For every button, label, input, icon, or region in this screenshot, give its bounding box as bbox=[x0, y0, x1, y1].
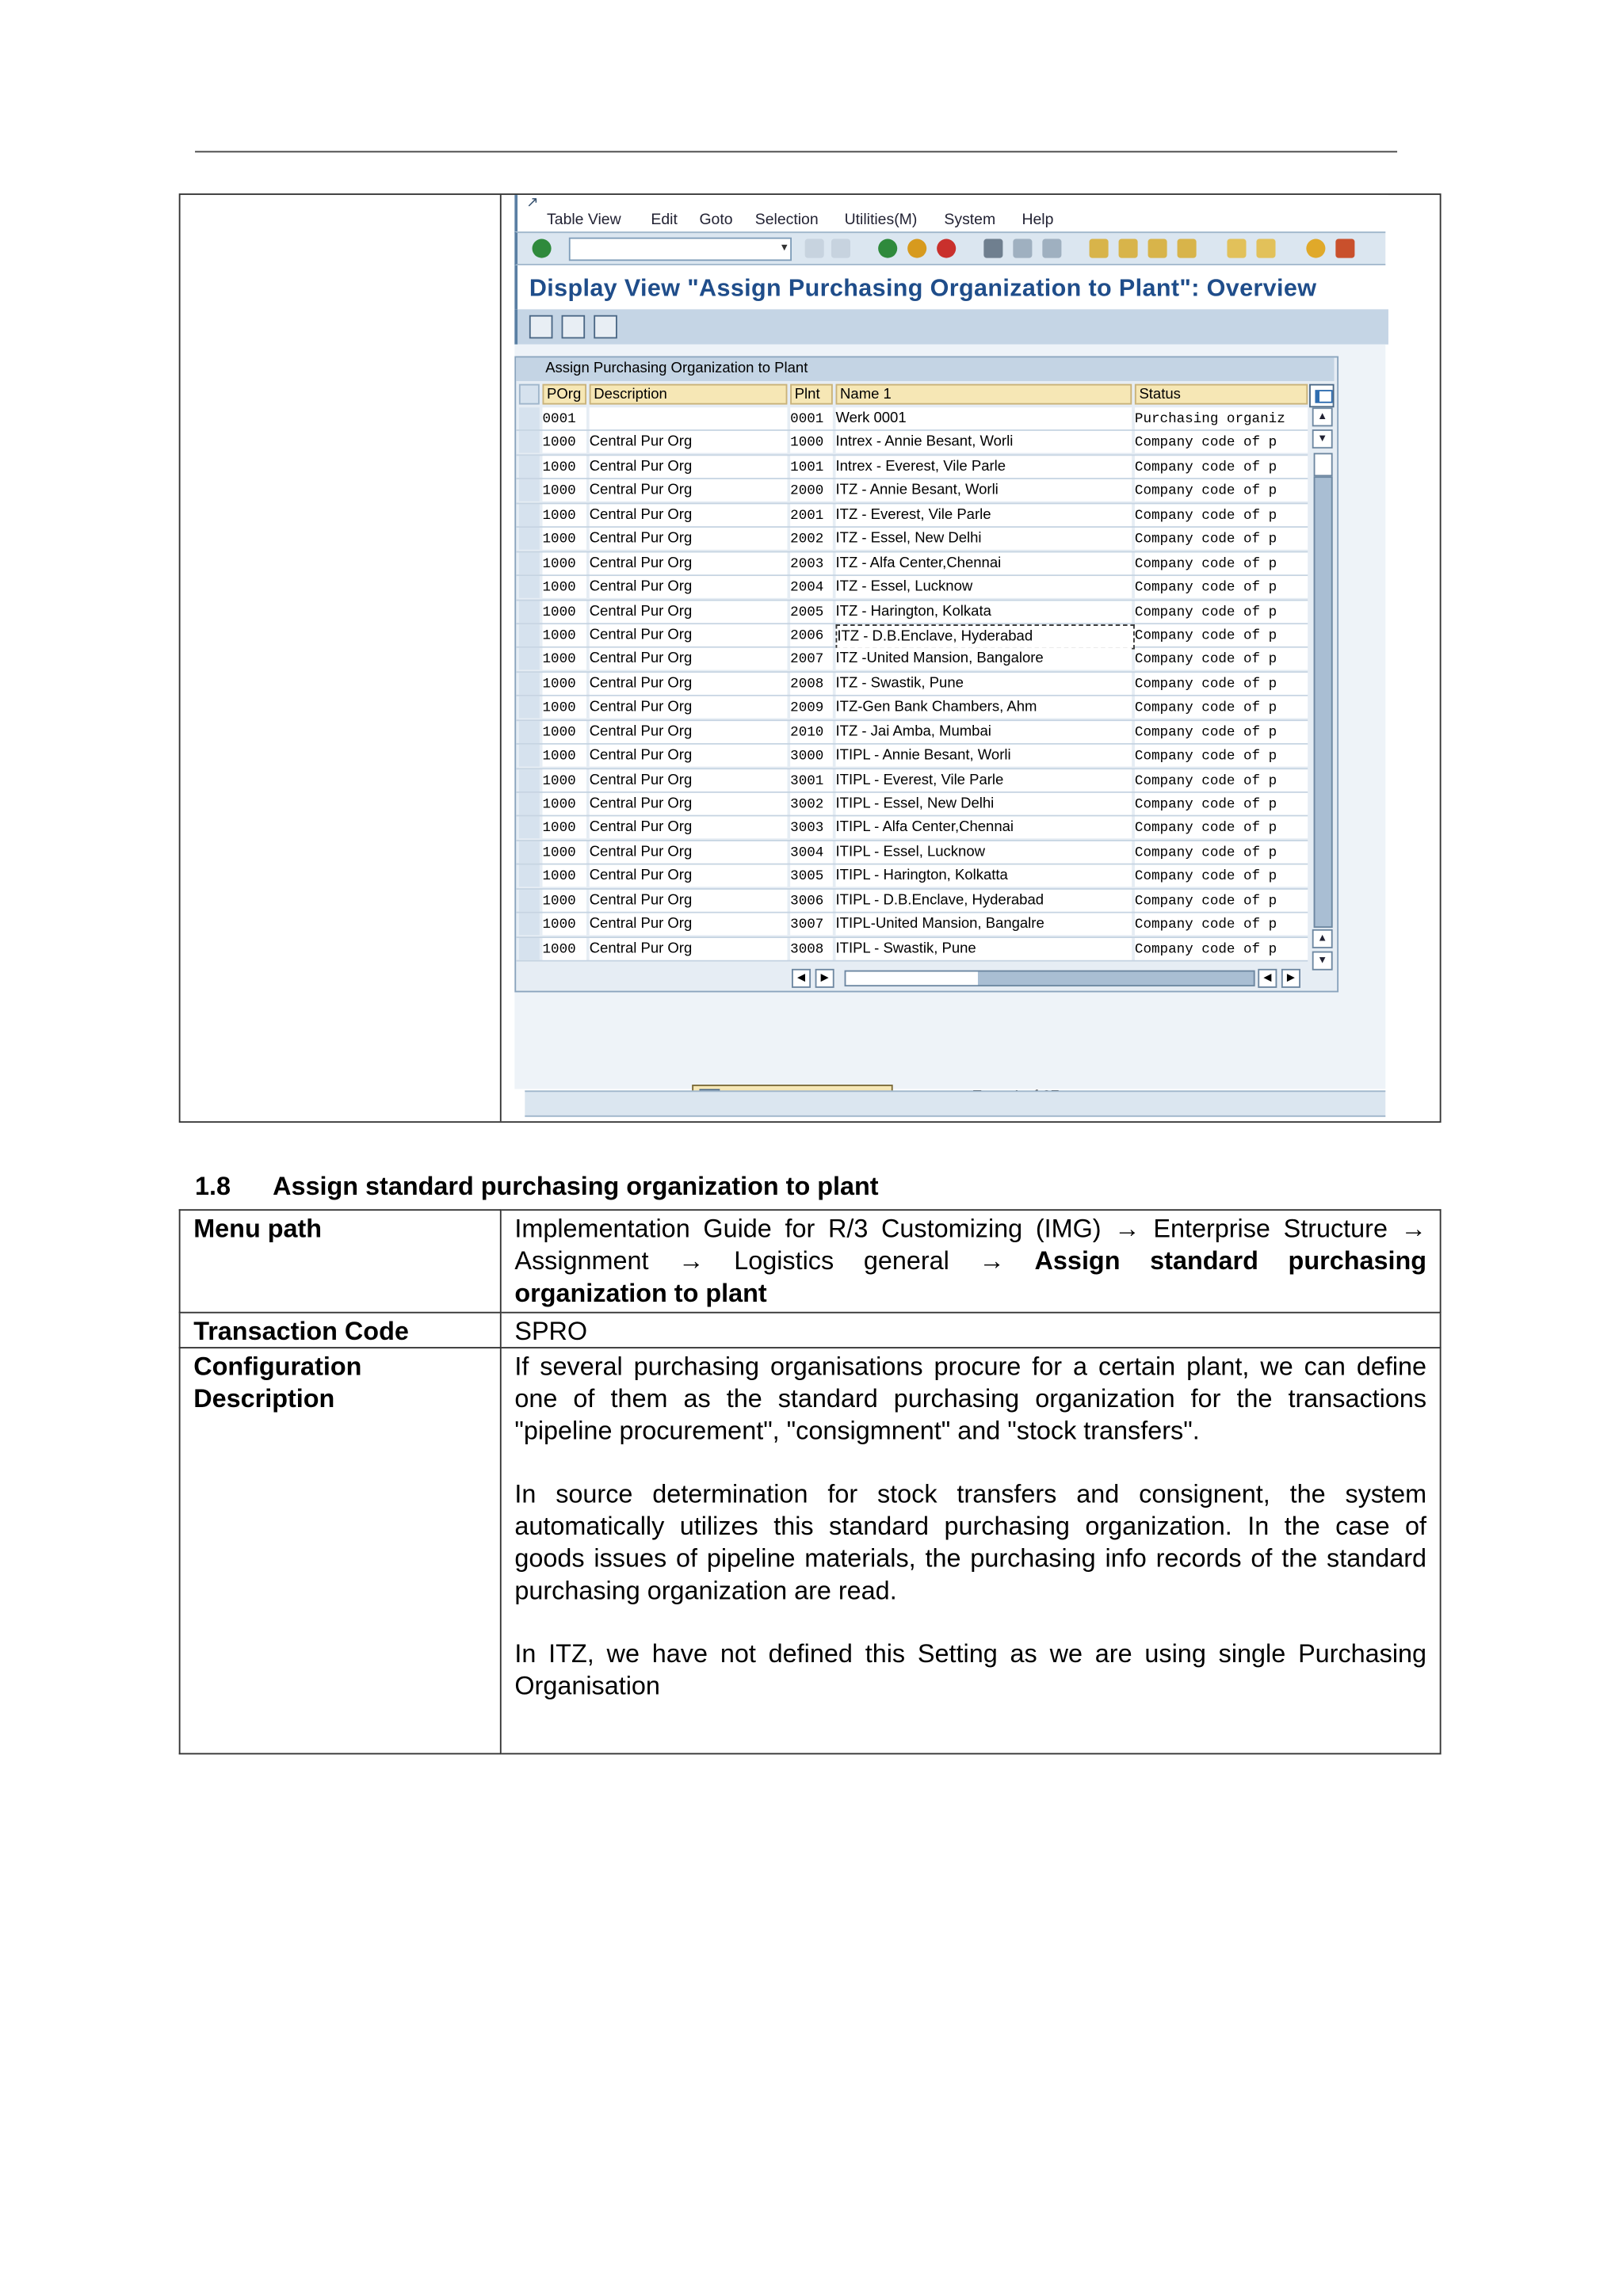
section-number: 1.8 bbox=[195, 1171, 231, 1201]
table-row[interactable] bbox=[516, 817, 1308, 841]
table-row[interactable] bbox=[516, 528, 1308, 551]
cell-status[interactable]: Company code of p bbox=[1135, 793, 1308, 815]
menu-selection[interactable]: Selection bbox=[754, 211, 819, 229]
row-select-button[interactable] bbox=[519, 745, 540, 767]
table-header bbox=[516, 384, 1334, 406]
cell-plant[interactable]: 0001 bbox=[790, 407, 833, 429]
cell-porg[interactable]: 1000 bbox=[543, 528, 587, 550]
cell-porg[interactable]: 1000 bbox=[543, 456, 587, 478]
cell-status[interactable]: Company code of p bbox=[1135, 624, 1308, 646]
transaction-code-label: Transaction Code bbox=[180, 1313, 501, 1348]
row-select-button[interactable] bbox=[519, 528, 540, 550]
cell-plant[interactable]: 3006 bbox=[790, 889, 833, 911]
row-select-button[interactable] bbox=[519, 913, 540, 936]
row-select-button[interactable] bbox=[519, 624, 540, 646]
cell-name[interactable]: ITZ - Essel, Lucknow bbox=[836, 576, 1132, 598]
row-select-button[interactable] bbox=[519, 480, 540, 502]
cell-plant[interactable]: 3003 bbox=[790, 817, 833, 839]
cell-status[interactable]: Company code of p bbox=[1135, 817, 1308, 839]
select-all-rows-button[interactable] bbox=[519, 384, 540, 405]
back-icon[interactable] bbox=[878, 239, 897, 258]
cell-status[interactable]: Company code of p bbox=[1135, 889, 1308, 911]
column-header-name[interactable]: Name 1 bbox=[836, 384, 1132, 405]
section-heading bbox=[195, 1171, 879, 1202]
table-row[interactable] bbox=[516, 648, 1308, 672]
menu-help[interactable]: Help bbox=[1022, 211, 1054, 229]
scroll-page-up-icon[interactable]: ▲ bbox=[1312, 929, 1333, 948]
deselect-all-icon[interactable] bbox=[594, 315, 617, 339]
cell-name[interactable]: ITZ - D.B.Enclave, Hyderabad bbox=[836, 624, 1135, 649]
cell-porg[interactable]: 1000 bbox=[543, 673, 587, 695]
cell-name[interactable]: ITZ -United Mansion, Bangalore bbox=[836, 648, 1132, 670]
cancel-icon[interactable] bbox=[937, 239, 956, 258]
cell-name[interactable]: ITIPL - Alfa Center,Chennai bbox=[836, 817, 1132, 839]
table-row[interactable] bbox=[516, 624, 1308, 648]
cell-name[interactable]: Intrex - Annie Besant, Worli bbox=[836, 432, 1132, 454]
cell-plant[interactable]: 2005 bbox=[790, 601, 833, 623]
cell-plant[interactable]: 2001 bbox=[790, 504, 833, 526]
transaction-code-value: SPRO bbox=[501, 1313, 1441, 1348]
scroll-down-icon[interactable]: ▼ bbox=[1312, 952, 1333, 971]
cell-name[interactable]: ITIPL - Essel, Lucknow bbox=[836, 841, 1132, 864]
cell-porg[interactable]: 1000 bbox=[543, 865, 587, 887]
cell-description[interactable] bbox=[590, 407, 788, 429]
cell-plant[interactable]: 2010 bbox=[790, 721, 833, 743]
status-bar bbox=[525, 1090, 1385, 1116]
menu-path-label: Menu path bbox=[180, 1210, 501, 1313]
table-row[interactable] bbox=[516, 696, 1308, 720]
row-select-button[interactable] bbox=[519, 696, 540, 719]
cell-status[interactable]: Purchasing organiz bbox=[1135, 407, 1308, 429]
row-select-button[interactable] bbox=[519, 601, 540, 623]
row-select-button[interactable] bbox=[519, 841, 540, 864]
table-row[interactable] bbox=[516, 841, 1308, 865]
menu-path-row bbox=[180, 1210, 1441, 1313]
row-select-button[interactable] bbox=[519, 407, 540, 429]
cell-porg[interactable]: 1000 bbox=[543, 601, 587, 623]
new-session-icon[interactable] bbox=[1227, 239, 1246, 258]
cell-plant[interactable]: 2008 bbox=[790, 673, 833, 695]
cell-status[interactable]: Company code of p bbox=[1135, 480, 1308, 502]
cell-porg[interactable]: 1000 bbox=[543, 432, 587, 454]
column-header-description[interactable]: Description bbox=[590, 384, 788, 405]
print-icon[interactable] bbox=[983, 239, 1002, 258]
column-header-plant[interactable]: Plnt bbox=[790, 384, 833, 405]
table-row[interactable] bbox=[516, 793, 1308, 817]
sap-window bbox=[514, 195, 1385, 1119]
table-settings-icon[interactable] bbox=[1309, 384, 1334, 408]
cell-description[interactable]: Central Pur Org bbox=[590, 865, 788, 887]
description-paragraph: If several purchasing organisations procure for a certain plant, we can define one of them as the standard purchasing organization for the transactions "pipeline procurement", "consigmnent" and "stock transfers". bbox=[514, 1351, 1427, 1446]
shortcut-icon[interactable] bbox=[1256, 239, 1275, 258]
cell-name[interactable]: ITZ - Everest, Vile Parle bbox=[836, 504, 1132, 526]
table-row[interactable] bbox=[516, 480, 1308, 504]
row-select-button[interactable] bbox=[519, 793, 540, 815]
row-select-button[interactable] bbox=[519, 576, 540, 598]
cell-name[interactable]: ITZ - Harington, Kolkata bbox=[836, 601, 1132, 623]
menu-utilities[interactable]: Utilities(M) bbox=[844, 211, 918, 229]
cell-name[interactable]: ITZ - Jai Amba, Mumbai bbox=[836, 721, 1132, 743]
cell-description[interactable]: Central Pur Org bbox=[590, 528, 788, 550]
cell-porg[interactable]: 1000 bbox=[543, 480, 587, 502]
table-title: Assign Purchasing Organization to Plant bbox=[545, 360, 808, 377]
vertical-scrollbar[interactable] bbox=[1312, 407, 1333, 967]
horizontal-scrollbar[interactable] bbox=[792, 969, 1297, 986]
exit-icon[interactable] bbox=[907, 239, 926, 258]
cell-status[interactable]: Company code of p bbox=[1135, 913, 1308, 936]
table-row[interactable] bbox=[516, 913, 1308, 937]
cell-name[interactable]: ITIPL - Swastik, Pune bbox=[836, 937, 1132, 959]
menu-path-target: Assign standard purchasing organization to plant bbox=[514, 1245, 1427, 1308]
scroll-track[interactable] bbox=[1314, 476, 1333, 928]
row-select-button[interactable] bbox=[519, 673, 540, 695]
cell-description[interactable]: Central Pur Org bbox=[590, 937, 788, 959]
cell-plant[interactable]: 1001 bbox=[790, 456, 833, 478]
screen-area bbox=[514, 345, 1385, 1089]
row-select-button[interactable] bbox=[519, 504, 540, 526]
configuration-table bbox=[179, 1209, 1442, 1754]
cell-plant[interactable]: 1000 bbox=[790, 432, 833, 454]
cell-porg[interactable]: 1000 bbox=[543, 817, 587, 839]
cell-name[interactable]: ITZ - Swastik, Pune bbox=[836, 673, 1132, 695]
header-rule bbox=[195, 151, 1397, 153]
cell-status[interactable]: Company code of p bbox=[1135, 841, 1308, 864]
description-value bbox=[501, 1348, 1441, 1753]
cell-name[interactable]: ITIPL - Harington, Kolkatta bbox=[836, 865, 1132, 887]
scroll-far-left-icon[interactable]: ◀ bbox=[1258, 969, 1277, 988]
cell-description[interactable]: Central Pur Org bbox=[590, 745, 788, 767]
cell-description[interactable]: Central Pur Org bbox=[590, 576, 788, 598]
table-rows bbox=[516, 407, 1308, 961]
cell-name[interactable]: ITZ - Alfa Center,Chennai bbox=[836, 552, 1132, 574]
cell-plant[interactable]: 2006 bbox=[790, 624, 833, 646]
cell-plant[interactable]: 3007 bbox=[790, 913, 833, 936]
horizontal-scroll-track[interactable] bbox=[845, 971, 1255, 986]
previous-page-icon[interactable] bbox=[1119, 239, 1138, 258]
cell-name[interactable]: Intrex - Everest, Vile Parle bbox=[836, 456, 1132, 478]
cell-description[interactable]: Central Pur Org bbox=[590, 889, 788, 911]
table-row[interactable] bbox=[516, 673, 1308, 696]
cell-name[interactable]: ITZ-Gen Bank Chambers, Ahm bbox=[836, 696, 1132, 719]
cell-description[interactable]: Central Pur Org bbox=[590, 721, 788, 743]
row-select-button[interactable] bbox=[519, 769, 540, 791]
cell-description[interactable]: Central Pur Org bbox=[590, 480, 788, 502]
menu-bar bbox=[514, 195, 1388, 231]
cell-plant[interactable]: 3005 bbox=[790, 865, 833, 887]
cell-plant[interactable]: 3000 bbox=[790, 745, 833, 767]
cell-description[interactable]: Central Pur Org bbox=[590, 913, 788, 936]
cell-status[interactable]: Company code of p bbox=[1135, 648, 1308, 670]
screen-title: Display View "Assign Purchasing Organization to Plant": Overview bbox=[529, 275, 1317, 303]
find-icon[interactable] bbox=[1013, 239, 1032, 258]
cell-description[interactable]: Central Pur Org bbox=[590, 432, 788, 454]
table-row[interactable] bbox=[516, 937, 1308, 961]
scroll-up-icon[interactable]: ▲ bbox=[1312, 407, 1333, 426]
cell-status[interactable]: Company code of p bbox=[1135, 432, 1308, 454]
cell-name[interactable]: ITZ - Essel, New Delhi bbox=[836, 528, 1132, 550]
select-all-icon[interactable] bbox=[562, 315, 586, 339]
cell-description[interactable]: Central Pur Org bbox=[590, 696, 788, 719]
table-row[interactable] bbox=[516, 889, 1308, 913]
menu-corner-icon[interactable]: ↗ bbox=[526, 195, 539, 212]
layout-menu-icon[interactable] bbox=[1335, 239, 1354, 258]
table-row[interactable] bbox=[516, 504, 1308, 528]
cell-porg[interactable]: 1000 bbox=[543, 889, 587, 911]
cell-plant[interactable]: 3001 bbox=[790, 769, 833, 791]
cell-porg[interactable]: 1000 bbox=[543, 504, 587, 526]
table-row[interactable] bbox=[516, 865, 1308, 889]
display-change-icon[interactable] bbox=[529, 315, 553, 339]
cell-porg[interactable]: 1000 bbox=[543, 552, 587, 574]
horizontal-scroll-thumb[interactable] bbox=[846, 972, 978, 986]
cell-porg[interactable]: 1000 bbox=[543, 913, 587, 936]
cell-description[interactable]: Central Pur Org bbox=[590, 624, 788, 646]
row-select-button[interactable] bbox=[519, 889, 540, 911]
cell-porg[interactable]: 1000 bbox=[543, 793, 587, 815]
cell-name[interactable]: ITIPL - D.B.Enclave, Hyderabad bbox=[836, 889, 1132, 911]
cell-porg[interactable]: 1000 bbox=[543, 721, 587, 743]
menu-goto[interactable]: Goto bbox=[699, 211, 733, 229]
table-title-bar bbox=[516, 357, 1334, 381]
cell-plant[interactable]: 2007 bbox=[790, 648, 833, 670]
table-row[interactable] bbox=[516, 407, 1308, 431]
cell-porg[interactable]: 1000 bbox=[543, 937, 587, 959]
command-dropdown-icon[interactable]: ▾ bbox=[781, 240, 788, 254]
save-icon[interactable] bbox=[831, 239, 850, 258]
cell-status[interactable]: Company code of p bbox=[1135, 721, 1308, 743]
cell-description[interactable]: Central Pur Org bbox=[590, 769, 788, 791]
cell-plant[interactable]: 3008 bbox=[790, 937, 833, 959]
cell-description[interactable]: Central Pur Org bbox=[590, 504, 788, 526]
cell-status[interactable]: Company code of p bbox=[1135, 504, 1308, 526]
cell-description[interactable]: Central Pur Org bbox=[590, 817, 788, 839]
cell-porg[interactable]: 1000 bbox=[543, 576, 587, 598]
cell-status[interactable]: Company code of p bbox=[1135, 601, 1308, 623]
cell-description[interactable]: Central Pur Org bbox=[590, 601, 788, 623]
row-select-button[interactable] bbox=[519, 865, 540, 887]
description-row bbox=[180, 1348, 1441, 1753]
cell-status[interactable]: Company code of p bbox=[1135, 769, 1308, 791]
menu-system[interactable]: System bbox=[944, 211, 996, 229]
cell-status[interactable]: Company code of p bbox=[1135, 865, 1308, 887]
cell-description[interactable]: Central Pur Org bbox=[590, 648, 788, 670]
first-page-icon[interactable] bbox=[1090, 239, 1109, 258]
row-select-button[interactable] bbox=[519, 937, 540, 959]
command-field[interactable] bbox=[569, 238, 792, 261]
cell-name[interactable]: Werk 0001 bbox=[836, 407, 1132, 429]
cell-porg[interactable]: 0001 bbox=[543, 407, 587, 429]
scroll-left-icon[interactable]: ◀ bbox=[792, 969, 811, 988]
row-select-button[interactable] bbox=[519, 456, 540, 478]
cell-porg[interactable]: 1000 bbox=[543, 745, 587, 767]
cell-description[interactable]: Central Pur Org bbox=[590, 673, 788, 695]
row-select-button[interactable] bbox=[519, 648, 540, 670]
cell-status[interactable]: Company code of p bbox=[1135, 456, 1308, 478]
column-header-porg[interactable]: POrg bbox=[543, 384, 587, 405]
title-bar bbox=[514, 265, 1388, 310]
cell-plant[interactable]: 2003 bbox=[790, 552, 833, 574]
cell-status[interactable]: Company code of p bbox=[1135, 696, 1308, 719]
scroll-page-down-icon[interactable]: ▼ bbox=[1312, 429, 1333, 448]
table-row[interactable] bbox=[516, 576, 1308, 600]
cell-plant[interactable]: 2009 bbox=[790, 696, 833, 719]
scroll-far-right-icon[interactable]: ▶ bbox=[1281, 969, 1300, 988]
application-toolbar bbox=[514, 309, 1388, 344]
cell-description[interactable]: Central Pur Org bbox=[590, 793, 788, 815]
table-row[interactable] bbox=[516, 721, 1308, 745]
scroll-right-icon[interactable]: ▶ bbox=[815, 969, 834, 988]
menu-table-view[interactable]: Table View bbox=[547, 211, 621, 229]
description-paragraph: In source determination for stock transfers and consignent, the system automatically utilizes this standard purchasing organization. In the case of goods issues of pipeline materials, the purchasing info records of the standard purchasing organization are read. bbox=[514, 1478, 1427, 1605]
cell-status[interactable]: Company code of p bbox=[1135, 576, 1308, 598]
cell-name[interactable]: ITIPL - Essel, New Delhi bbox=[836, 793, 1132, 815]
row-select-button[interactable] bbox=[519, 721, 540, 743]
next-page-icon[interactable] bbox=[1148, 239, 1167, 258]
row-select-button[interactable] bbox=[519, 817, 540, 839]
cell-porg[interactable]: 1000 bbox=[543, 841, 587, 864]
cell-name[interactable]: ITZ - Annie Besant, Worli bbox=[836, 480, 1132, 502]
menu-path-text: Implementation Guide for R/3 Customizing (IMG) → Enterprise Structure → Assignment → Logistics general → bbox=[514, 1213, 1427, 1276]
column-header-status[interactable]: Status bbox=[1135, 384, 1308, 405]
system-toolbar bbox=[514, 231, 1385, 265]
cell-porg[interactable]: 1000 bbox=[543, 648, 587, 670]
cell-description[interactable]: Central Pur Org bbox=[590, 841, 788, 864]
cell-name[interactable]: ITIPL - Annie Besant, Worli bbox=[836, 745, 1132, 767]
cell-status[interactable]: Company code of p bbox=[1135, 745, 1308, 767]
cell-status[interactable]: Company code of p bbox=[1135, 937, 1308, 959]
table-row[interactable] bbox=[516, 432, 1308, 456]
cell-status[interactable]: Company code of p bbox=[1135, 528, 1308, 550]
section-title: Assign standard purchasing organization to plant bbox=[273, 1171, 879, 1201]
cell-porg[interactable]: 1000 bbox=[543, 696, 587, 719]
table-row[interactable] bbox=[516, 552, 1308, 576]
table-row[interactable] bbox=[516, 745, 1308, 769]
table-column-divider bbox=[500, 195, 502, 1121]
help-icon[interactable] bbox=[1306, 239, 1325, 258]
cell-plant[interactable]: 2004 bbox=[790, 576, 833, 598]
back-arrow-icon[interactable] bbox=[805, 239, 824, 258]
cell-status[interactable]: Company code of p bbox=[1135, 673, 1308, 695]
scroll-thumb[interactable] bbox=[1314, 453, 1333, 477]
table-row[interactable] bbox=[516, 601, 1308, 624]
menu-edit[interactable]: Edit bbox=[651, 211, 678, 229]
transaction-code-row bbox=[180, 1313, 1441, 1348]
description-paragraph: In ITZ, we have not defined this Setting as we are using single Purchasing Organisation bbox=[514, 1638, 1427, 1700]
enter-icon[interactable] bbox=[533, 239, 552, 258]
cell-plant[interactable]: 2002 bbox=[790, 528, 833, 550]
table-row[interactable] bbox=[516, 456, 1308, 479]
cell-name[interactable]: ITIPL - Everest, Vile Parle bbox=[836, 769, 1132, 791]
cell-porg[interactable]: 1000 bbox=[543, 624, 587, 646]
cell-plant[interactable]: 3004 bbox=[790, 841, 833, 864]
cell-plant[interactable]: 3002 bbox=[790, 793, 833, 815]
last-page-icon[interactable] bbox=[1178, 239, 1197, 258]
cell-status[interactable]: Company code of p bbox=[1135, 552, 1308, 574]
table-row[interactable] bbox=[516, 769, 1308, 792]
row-select-button[interactable] bbox=[519, 552, 540, 574]
cell-description[interactable]: Central Pur Org bbox=[590, 552, 788, 574]
cell-porg[interactable]: 1000 bbox=[543, 769, 587, 791]
cell-description[interactable]: Central Pur Org bbox=[590, 456, 788, 478]
cell-plant[interactable]: 2000 bbox=[790, 480, 833, 502]
menu-path-value bbox=[501, 1210, 1441, 1313]
cell-name[interactable]: ITIPL-United Mansion, Bangalre bbox=[836, 913, 1132, 936]
row-select-button[interactable] bbox=[519, 432, 540, 454]
assignment-table-control bbox=[514, 357, 1338, 993]
find-next-icon[interactable] bbox=[1042, 239, 1061, 258]
description-label: Configuration Description bbox=[180, 1348, 501, 1753]
